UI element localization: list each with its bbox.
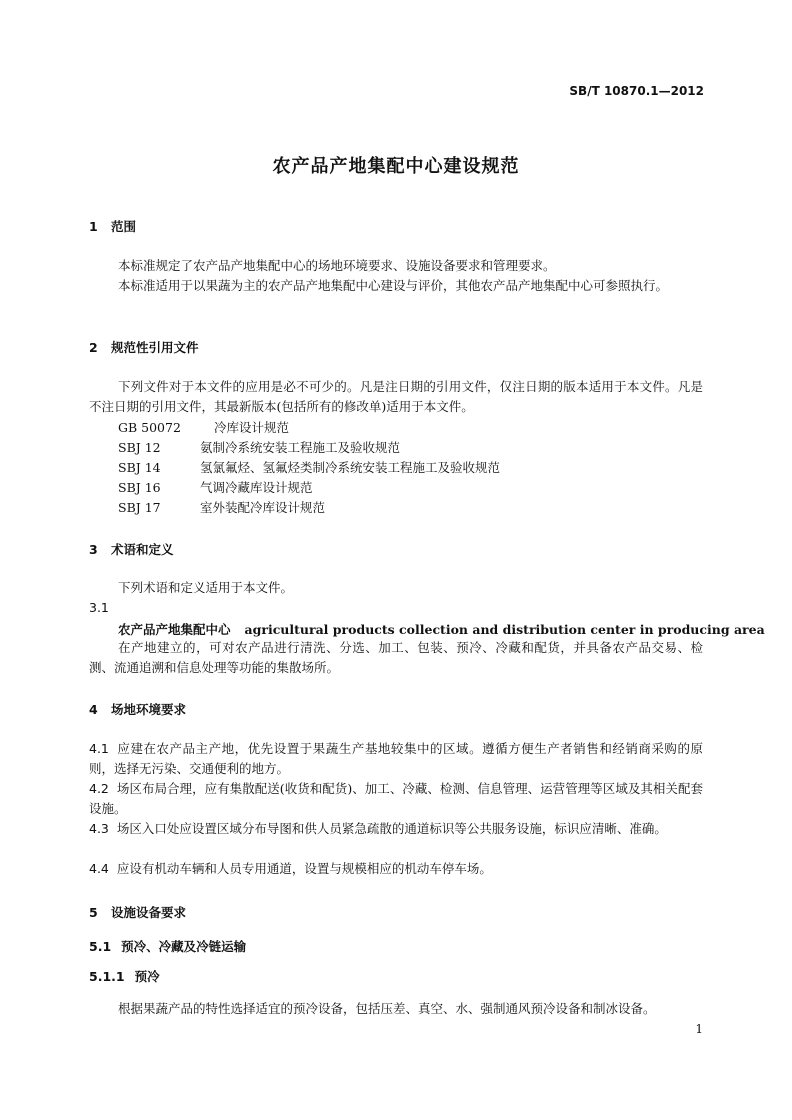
section-title: 术语和定义 <box>111 542 174 557</box>
reference-title: 气调冷藏库设计规范 <box>200 480 313 495</box>
section-number: 5 <box>89 905 98 920</box>
clause-text: 场区布局合理，应有集散配送(收货和配货)、加工、冷藏、检测、信息管理、运营管理等区域及其相关配套设施。 <box>89 781 703 816</box>
section-1-heading <box>89 217 136 235</box>
section-1-paragraph-2: 本标准适用于以果蔬为主的农产品产地集配中心建设与评价，其他农产品产地集配中心可参照执行。 <box>118 278 669 293</box>
subsection-5-1-1-paragraph: 根据果蔬产品的特性选择适宜的预冷设备，包括压差、真空、水、强制通风预冷设备和制冰设备。 <box>118 1001 656 1016</box>
section-title: 范围 <box>111 219 137 234</box>
standard-number: SB/T 10870.1—2012 <box>569 84 704 98</box>
term-english: agricultural products collection and distribution center in producing area <box>244 622 765 637</box>
section-title: 设施设备要求 <box>111 905 187 920</box>
section-3-heading <box>89 540 174 558</box>
clause-4-4 <box>89 859 703 879</box>
section-number: 1 <box>89 219 98 234</box>
clause-number: 4.1 <box>89 741 109 756</box>
section-3-intro: 下列术语和定义适用于本文件。 <box>118 580 294 595</box>
reference-code: SBJ 16 <box>118 480 161 495</box>
section-2-heading <box>89 338 199 356</box>
section-5-heading <box>89 903 186 921</box>
section-title: 场地环境要求 <box>111 702 187 717</box>
reference-title: 冷库设计规范 <box>214 420 290 435</box>
reference-code: GB 50072 <box>118 420 181 435</box>
section-title: 规范性引用文件 <box>111 340 199 355</box>
term-chinese: 农产品产地集配中心 <box>118 622 231 637</box>
clause-text: 场区入口处应设置区域分布导图和供人员紧急疏散的通道标识等公共服务设施，标识应清晰、准确。 <box>116 821 667 836</box>
clause-text: 应设有机动车辆和人员专用通道，设置与规模相应的机动车停车场。 <box>116 861 492 876</box>
clause-number: 4.3 <box>89 821 109 836</box>
reference-code: SBJ 14 <box>118 460 161 475</box>
document-title: 农产品产地集配中心建设规范 <box>272 156 520 177</box>
clause-text: 应建在农产品主产地，优先设置于果蔬生产基地较集中的区域。遵循方便生产者销售和经销商采购的原则，选择无污染、交通便利的地方。 <box>89 741 703 776</box>
reference-title: 室外装配冷库设计规范 <box>200 500 326 515</box>
subsection-title: 预冷 <box>134 969 160 984</box>
section-number: 3 <box>89 542 98 557</box>
subsection-5-1-1-heading <box>89 967 160 985</box>
term-entry <box>118 620 765 638</box>
clause-4-1 <box>89 739 703 779</box>
reference-item <box>118 458 500 476</box>
clause-4-2 <box>89 779 703 819</box>
subsection-number: 5.1.1 <box>89 969 125 984</box>
reference-item <box>118 478 313 496</box>
reference-code: SBJ 12 <box>118 440 161 455</box>
reference-title: 氢氯氟烃、氢氟烃类制冷系统安装工程施工及验收规范 <box>200 460 501 475</box>
reference-item <box>118 418 289 436</box>
subsection-number: 5.1 <box>89 939 112 954</box>
reference-code: SBJ 17 <box>118 500 161 515</box>
reference-item <box>118 438 400 456</box>
section-1-paragraph-1: 本标准规定了农产品产地集配中心的场地环境要求、设施设备要求和管理要求。 <box>118 258 556 273</box>
clause-number: 4.4 <box>89 861 109 876</box>
section-number: 2 <box>89 340 98 355</box>
section-4-heading <box>89 700 186 718</box>
section-number: 4 <box>89 702 98 717</box>
page-number: 1 <box>695 1022 703 1036</box>
term-definition: 在产地建立的，可对农产品进行清洗、分选、加工、包装、预冷、冷藏和配货，并具备农产品交易、检测、流通追溯和信息处理等功能的集散场所。 <box>89 640 703 675</box>
subsection-title: 预冷、冷藏及冷链运输 <box>121 939 247 954</box>
subsection-5-1-heading <box>89 937 246 955</box>
section-2-intro: 下列文件对于本文件的应用是必不可少的。凡是注日期的引用文件，仅注日期的版本适用于本文件。凡是不注日期的引用文件，其最新版本(包括所有的修改单)适用于本文件。 <box>89 379 703 414</box>
clause-4-3 <box>89 819 703 839</box>
clause-number: 4.2 <box>89 781 109 796</box>
reference-item <box>118 498 325 516</box>
term-number: 3.1 <box>89 600 109 615</box>
reference-title: 氨制冷系统安装工程施工及验收规范 <box>200 440 401 455</box>
